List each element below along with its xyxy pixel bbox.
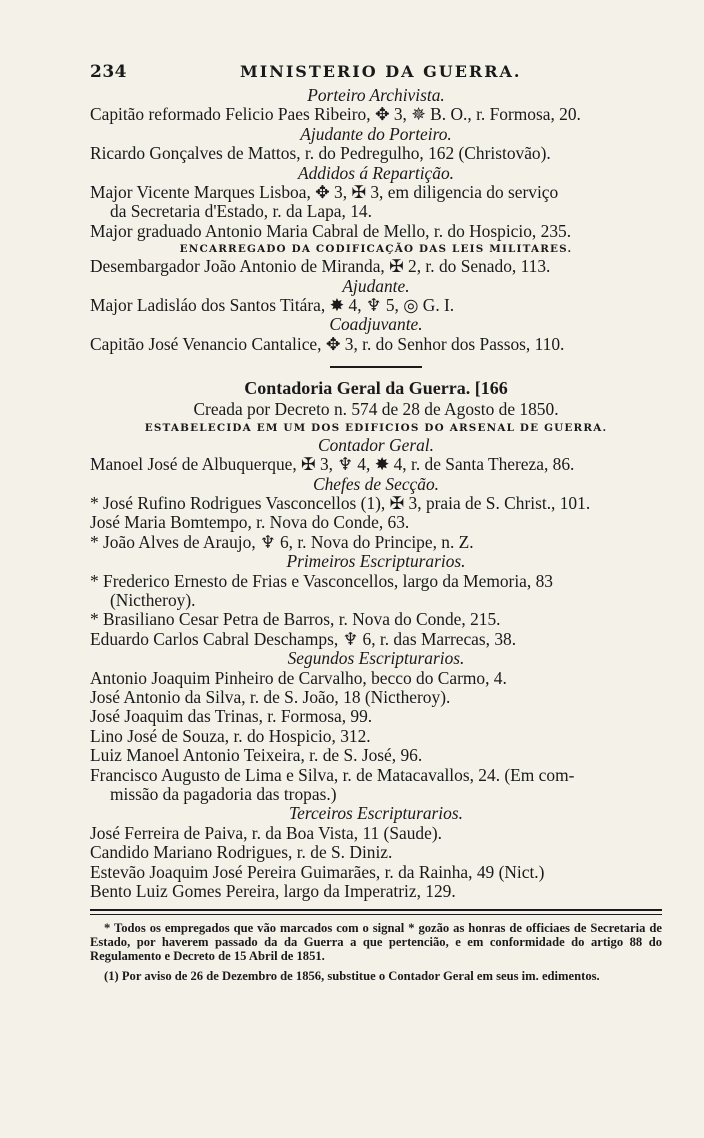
page-header [90,62,662,86]
subheading: ENCARREGADO DA CODIFICAÇÃO DAS LEIS MILITARES. [179,243,573,256]
office-heading: Terceiros Escripturarios. [289,803,463,824]
section-divider [330,366,422,368]
section-title: Contadoria Geral da Guerra. [166 [244,378,508,399]
entry-continuation: missão da pagadoria das tropas.) [110,784,337,804]
entry-line: * João Alves de Araujo, ♆ 6, r. Nova do Principe, n. Z. [90,531,474,552]
entry-line: * Brasiliano Cesar Petra de Barros, r. Nova do Conde, 215. [90,609,501,630]
entry-line: Desembargador João Antonio de Miranda, ✠ 2, r. do Senado, 113. [90,256,551,277]
entry-line: Candido Mariano Rodrigues, r. de S. Diniz. [90,842,393,863]
entry-line: * Frederico Ernesto de Frias e Vasconcellos, largo da Memoria, 83 [90,570,553,591]
running-head: MINISTERIO DA GUERRA. [240,62,522,81]
entry-line: * José Rufino Rodrigues Vasconcellos (1), ✠ 3, praia de S. Christ., 101. [90,492,591,513]
entry-line: Major Ladisláo dos Santos Titára, ✸ 4, ♆ 5, ◎ G. I. [90,295,455,316]
secretaria-listing [90,86,662,354]
footnote-honours: * Todos os empregados que vão marcados com o signal * gozão as honras de officiaes de Secretaria de Estado, por haverem passado da da Guerra a que pertencião, e em conformidade do artigo 88 do Regulamento e Decreto de 15 Abril de 1851. [90,921,662,964]
entry-line: Antonio Joaquim Pinheiro de Carvalho, becco do Carmo, 4. [90,667,507,688]
entry-line: Major Vicente Marques Lisboa, ✥ 3, ✠ 3, em diligencia do serviço [90,182,559,203]
office-heading: Ajudante. [342,275,410,296]
contadoria-listing [90,400,662,901]
entry-line: Manoel José de Albuquerque, ✠ 3, ♆ 4, ✸ 4, r. de Santa Thereza, 86. [90,454,575,475]
page-number: 234 [90,62,127,82]
subheading: ESTABELECIDA EM UM DOS EDIFICIOS DO ARSENAL DE GUERRA. [144,421,608,434]
entry-line: Ricardo Gonçalves de Mattos, r. do Pedregulho, 162 (Christovão). [90,143,551,164]
entry-line: José Ferreira de Paiva, r. da Boa Vista, 11 (Saude). [90,822,442,843]
entry-line: Bento Luiz Gomes Pereira, largo da Imperatriz, 129. [90,881,456,902]
entry-line: José Joaquim das Trinas, r. Formosa, 99. [90,706,373,727]
office-heading: Segundos Escripturarios. [287,648,465,669]
entry-line: Capitão José Venancio Cantalice, ✥ 3, r. do Senhor dos Passos, 110. [90,333,565,354]
footnote-substitute: (1) Por aviso de 26 de Dezembro de 1856, substitue o Contador Geral em seus im. edimentos. [104,969,600,984]
entry-line: Capitão reformado Felicio Paes Ribeiro, ✥ 3, ✵ B. O., r. Formosa, 20. [90,104,581,125]
office-heading: Contador Geral. [318,434,434,455]
office-heading: Primeiros Escripturarios. [286,551,466,572]
document-page [90,62,662,983]
entry-line: Luiz Manoel Antonio Teixeira, r. de S. José, 96. [90,745,423,766]
entry-line: Eduardo Carlos Cabral Deschamps, ♆ 6, r. das Marrecas, 38. [90,628,517,649]
entry-line: José Antonio da Silva, r. de S. João, 18 (Nictheroy). [90,686,451,707]
office-heading: Chefes de Secção. [312,473,440,494]
office-heading: Coadjuvante. [329,314,423,335]
entry-line: Estevão Joaquim José Pereira Guimarães, r. da Rainha, 49 (Nict.) [90,861,545,882]
office-heading: Porteiro Archivista. [307,85,445,105]
entry-continuation: (Nictheroy). [110,589,196,610]
footnote-divider [90,909,662,915]
entry-line: Creada por Decreto n. 574 de 28 de Agosto de 1850. [193,399,559,420]
entry-continuation: da Secretaria d'Estado, r. da Lapa, 14. [110,201,372,222]
entry-line: Major graduado Antonio Maria Cabral de Mello, r. do Hospicio, 235. [90,220,572,241]
entry-line: José Maria Bomtempo, r. Nova do Conde, 63. [90,512,410,533]
entry-line: Francisco Augusto de Lima e Silva, r. de Matacavallos, 24. (Em com- [90,764,575,785]
entry-line: Lino José de Souza, r. do Hospicio, 312. [90,725,371,746]
office-heading: Addidos á Repartição. [297,162,454,183]
office-heading: Ajudante do Porteiro. [300,123,452,144]
